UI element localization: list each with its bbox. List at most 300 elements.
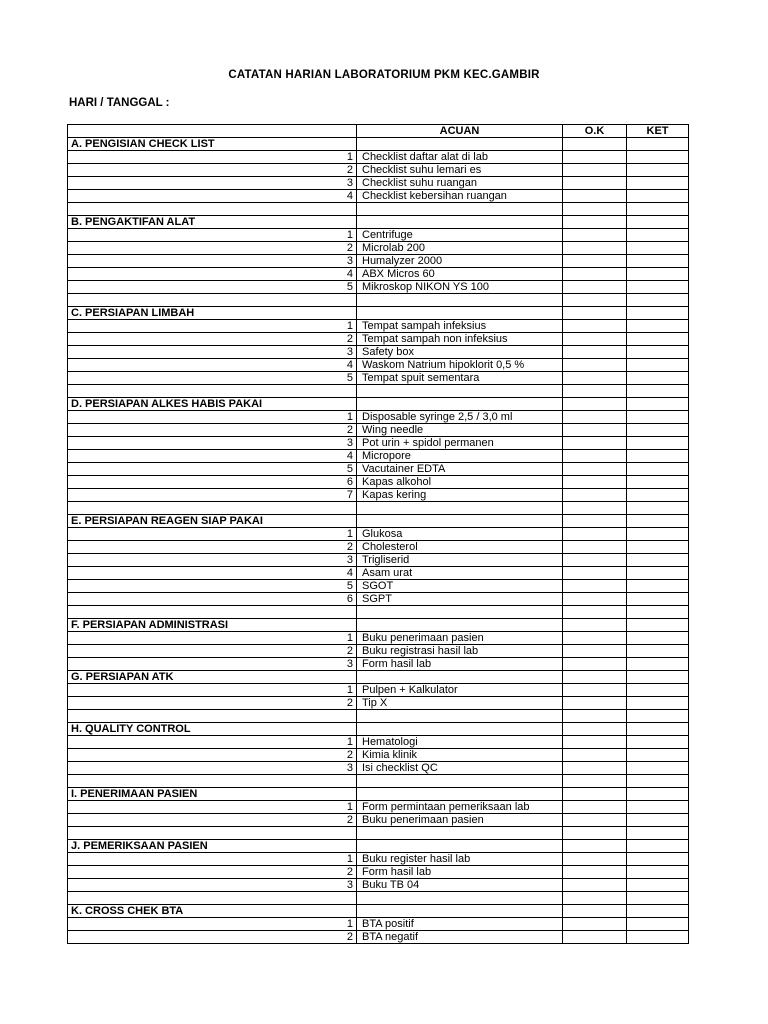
ket-cell[interactable]	[627, 892, 689, 905]
ket-cell[interactable]	[627, 554, 689, 567]
ket-cell[interactable]	[627, 151, 689, 164]
item-number: 1	[68, 736, 357, 749]
ok-cell[interactable]	[563, 333, 627, 346]
ket-cell[interactable]	[627, 788, 689, 801]
item-number: 2	[68, 814, 357, 827]
item-text: SGOT	[357, 580, 563, 593]
blank-cell	[68, 892, 357, 905]
item-row	[68, 268, 689, 281]
item-number: 3	[68, 255, 357, 268]
acuan-cell	[357, 398, 563, 411]
acuan-cell	[357, 515, 563, 528]
ket-cell[interactable]	[627, 684, 689, 697]
item-number: 2	[68, 164, 357, 177]
item-row	[68, 645, 689, 658]
item-number: 3	[68, 346, 357, 359]
item-text: Pulpen + Kalkulator	[357, 684, 563, 697]
section-row	[68, 619, 689, 632]
blank-cell	[357, 294, 563, 307]
document-title: CATATAN HARIAN LABORATORIUM PKM KEC.GAMBIR	[228, 69, 540, 81]
blank-row	[68, 827, 689, 840]
item-text: Safety box	[357, 346, 563, 359]
ok-cell[interactable]	[563, 918, 627, 931]
item-row	[68, 697, 689, 710]
item-number: 6	[68, 476, 357, 489]
item-row	[68, 762, 689, 775]
item-text: Asam urat	[357, 567, 563, 580]
ket-cell[interactable]	[627, 164, 689, 177]
ket-cell[interactable]	[627, 619, 689, 632]
item-text: Form permintaan pemeriksaan lab	[357, 801, 563, 814]
section-row	[68, 840, 689, 853]
blank-row	[68, 294, 689, 307]
item-row	[68, 450, 689, 463]
item-text: Checklist daftar alat di lab	[357, 151, 563, 164]
ket-cell[interactable]	[627, 333, 689, 346]
item-number: 1	[68, 151, 357, 164]
item-number: 5	[68, 580, 357, 593]
item-text: Buku penerimaan pasien	[357, 632, 563, 645]
item-row	[68, 658, 689, 671]
ok-cell[interactable]	[563, 905, 627, 918]
ket-cell[interactable]	[627, 385, 689, 398]
ok-cell[interactable]	[563, 281, 627, 294]
item-text: Microlab 200	[357, 242, 563, 255]
ok-cell[interactable]	[563, 372, 627, 385]
ok-cell[interactable]	[563, 411, 627, 424]
ket-cell[interactable]	[627, 463, 689, 476]
item-row	[68, 281, 689, 294]
item-row	[68, 437, 689, 450]
item-text: Mikroskop NIKON YS 100	[357, 281, 563, 294]
ok-cell[interactable]	[563, 593, 627, 606]
item-text: Isi checklist QC	[357, 762, 563, 775]
item-text: Kapas kering	[357, 489, 563, 502]
acuan-cell	[357, 307, 563, 320]
item-number: 5	[68, 372, 357, 385]
ket-cell[interactable]	[627, 424, 689, 437]
ket-cell[interactable]	[627, 775, 689, 788]
ok-cell[interactable]	[563, 359, 627, 372]
ket-cell[interactable]	[627, 671, 689, 684]
ok-cell[interactable]	[563, 931, 627, 944]
ok-cell[interactable]	[563, 567, 627, 580]
ket-cell[interactable]	[627, 541, 689, 554]
ok-cell[interactable]	[563, 736, 627, 749]
ok-cell[interactable]	[563, 775, 627, 788]
item-number: 3	[68, 658, 357, 671]
item-number: 1	[68, 229, 357, 242]
acuan-cell	[357, 788, 563, 801]
ok-cell[interactable]	[563, 554, 627, 567]
ok-cell[interactable]	[563, 658, 627, 671]
item-number: 6	[68, 593, 357, 606]
item-text: Waskom Natrium hipoklorit 0,5 %	[357, 359, 563, 372]
ok-cell[interactable]	[563, 385, 627, 398]
item-number: 2	[68, 697, 357, 710]
ok-cell[interactable]	[563, 840, 627, 853]
ket-cell[interactable]	[627, 697, 689, 710]
ok-cell[interactable]	[563, 749, 627, 762]
section-row	[68, 905, 689, 918]
item-row	[68, 749, 689, 762]
item-text: BTA positif	[357, 918, 563, 931]
ok-cell[interactable]	[563, 346, 627, 359]
item-number: 1	[68, 411, 357, 424]
ok-cell[interactable]	[563, 762, 627, 775]
blank-cell	[357, 710, 563, 723]
item-number: 2	[68, 749, 357, 762]
item-row	[68, 242, 689, 255]
item-row	[68, 931, 689, 944]
ket-cell[interactable]	[627, 411, 689, 424]
blank-cell	[357, 827, 563, 840]
item-number: 2	[68, 866, 357, 879]
ok-cell[interactable]	[563, 632, 627, 645]
ok-cell[interactable]	[563, 580, 627, 593]
blank-cell	[68, 502, 357, 515]
ket-cell[interactable]	[627, 814, 689, 827]
ket-cell[interactable]	[627, 255, 689, 268]
item-number: 7	[68, 489, 357, 502]
ket-cell[interactable]	[627, 294, 689, 307]
ket-cell[interactable]	[627, 567, 689, 580]
item-row	[68, 736, 689, 749]
ket-cell[interactable]	[627, 450, 689, 463]
ok-cell[interactable]	[563, 307, 627, 320]
blank-cell	[68, 775, 357, 788]
section-title: I. PENERIMAAN PASIEN	[68, 788, 357, 801]
ket-cell[interactable]	[627, 645, 689, 658]
blank-cell	[357, 892, 563, 905]
ket-cell[interactable]	[627, 138, 689, 151]
section-title: E. PERSIAPAN REAGEN SIAP PAKAI	[68, 515, 357, 528]
item-number: 4	[68, 359, 357, 372]
date-label: HARI / TANGGAL :	[69, 97, 170, 109]
header-blank-cell	[68, 125, 357, 138]
item-number: 1	[68, 801, 357, 814]
ket-cell[interactable]	[627, 242, 689, 255]
ok-cell[interactable]	[563, 294, 627, 307]
blank-cell	[68, 203, 357, 216]
ket-cell[interactable]	[627, 177, 689, 190]
ok-cell[interactable]	[563, 398, 627, 411]
item-row	[68, 593, 689, 606]
item-row	[68, 320, 689, 333]
blank-cell	[68, 385, 357, 398]
ok-cell[interactable]	[563, 255, 627, 268]
checklist-table	[67, 124, 689, 944]
ok-cell[interactable]	[563, 723, 627, 736]
ok-cell[interactable]	[563, 450, 627, 463]
item-row	[68, 801, 689, 814]
ok-cell[interactable]	[563, 320, 627, 333]
section-row	[68, 788, 689, 801]
ket-cell[interactable]	[627, 736, 689, 749]
blank-row	[68, 502, 689, 515]
item-number: 2	[68, 645, 357, 658]
item-number: 2	[68, 333, 357, 346]
section-title: H. QUALITY CONTROL	[68, 723, 357, 736]
item-text: Buku TB 04	[357, 879, 563, 892]
ok-cell[interactable]	[563, 853, 627, 866]
item-row	[68, 853, 689, 866]
item-text: Checklist suhu lemari es	[357, 164, 563, 177]
item-number: 2	[68, 931, 357, 944]
ok-cell[interactable]	[563, 710, 627, 723]
item-number: 3	[68, 554, 357, 567]
ok-cell[interactable]	[563, 801, 627, 814]
blank-cell	[357, 775, 563, 788]
item-number: 1	[68, 684, 357, 697]
ok-cell[interactable]	[563, 606, 627, 619]
item-row	[68, 567, 689, 580]
blank-cell	[357, 606, 563, 619]
item-number: 3	[68, 879, 357, 892]
ket-cell[interactable]	[627, 359, 689, 372]
ket-cell[interactable]	[627, 827, 689, 840]
item-row	[68, 580, 689, 593]
ok-cell[interactable]	[563, 619, 627, 632]
ok-cell[interactable]	[563, 229, 627, 242]
section-row	[68, 671, 689, 684]
ok-cell[interactable]	[563, 879, 627, 892]
item-number: 1	[68, 632, 357, 645]
item-text: Wing needle	[357, 424, 563, 437]
ket-cell[interactable]	[627, 320, 689, 333]
ket-cell[interactable]	[627, 853, 689, 866]
blank-row	[68, 203, 689, 216]
item-text: Tempat sampah infeksius	[357, 320, 563, 333]
section-title: A. PENGISIAN CHECK LIST	[68, 138, 357, 151]
ket-cell[interactable]	[627, 762, 689, 775]
item-text: Kapas alkohol	[357, 476, 563, 489]
item-row	[68, 229, 689, 242]
ok-cell[interactable]	[563, 827, 627, 840]
item-text: Buku penerimaan pasien	[357, 814, 563, 827]
header-row	[68, 125, 689, 138]
item-number: 4	[68, 567, 357, 580]
ok-cell[interactable]	[563, 151, 627, 164]
ket-cell[interactable]	[627, 658, 689, 671]
ket-cell[interactable]	[627, 580, 689, 593]
section-row	[68, 515, 689, 528]
item-number: 2	[68, 242, 357, 255]
ket-cell[interactable]	[627, 931, 689, 944]
item-text: Buku register hasil lab	[357, 853, 563, 866]
ok-cell[interactable]	[563, 463, 627, 476]
item-number: 5	[68, 281, 357, 294]
blank-row	[68, 892, 689, 905]
item-row	[68, 632, 689, 645]
ok-cell[interactable]	[563, 515, 627, 528]
ket-cell[interactable]	[627, 489, 689, 502]
section-title: C. PERSIAPAN LIMBAH	[68, 307, 357, 320]
item-row	[68, 476, 689, 489]
item-text: Form hasil lab	[357, 658, 563, 671]
item-text: Centrifuge	[357, 229, 563, 242]
item-number: 4	[68, 268, 357, 281]
ok-cell[interactable]	[563, 502, 627, 515]
ket-cell[interactable]	[627, 723, 689, 736]
item-text: Buku registrasi hasil lab	[357, 645, 563, 658]
blank-row	[68, 775, 689, 788]
ok-cell[interactable]	[563, 671, 627, 684]
item-text: Glukosa	[357, 528, 563, 541]
ket-cell[interactable]	[627, 398, 689, 411]
acuan-cell	[357, 723, 563, 736]
section-title: F. PERSIAPAN ADMINISTRASI	[68, 619, 357, 632]
item-text: Disposable syringe 2,5 / 3,0 ml	[357, 411, 563, 424]
section-row	[68, 307, 689, 320]
item-number: 1	[68, 918, 357, 931]
item-text: BTA negatif	[357, 931, 563, 944]
item-number: 4	[68, 190, 357, 203]
ok-cell[interactable]	[563, 190, 627, 203]
item-row	[68, 411, 689, 424]
item-row	[68, 918, 689, 931]
ket-cell[interactable]	[627, 606, 689, 619]
ok-cell[interactable]	[563, 866, 627, 879]
item-row	[68, 879, 689, 892]
ket-cell[interactable]	[627, 905, 689, 918]
item-text: Micropore	[357, 450, 563, 463]
ket-cell[interactable]	[627, 918, 689, 931]
item-row	[68, 554, 689, 567]
acuan-cell	[357, 216, 563, 229]
item-row	[68, 372, 689, 385]
item-row	[68, 177, 689, 190]
section-title: B. PENGAKTIFAN ALAT	[68, 216, 357, 229]
ket-cell[interactable]	[627, 502, 689, 515]
ok-cell[interactable]	[563, 788, 627, 801]
item-text: Pot urin + spidol permanen	[357, 437, 563, 450]
ket-cell[interactable]	[627, 593, 689, 606]
item-text: SGPT	[357, 593, 563, 606]
header-ket: KET	[627, 125, 689, 138]
blank-row	[68, 710, 689, 723]
ket-cell[interactable]	[627, 372, 689, 385]
ket-cell[interactable]	[627, 229, 689, 242]
item-text: Hematologi	[357, 736, 563, 749]
blank-cell	[68, 294, 357, 307]
ok-cell[interactable]	[563, 489, 627, 502]
ok-cell[interactable]	[563, 684, 627, 697]
ket-cell[interactable]	[627, 879, 689, 892]
item-row	[68, 151, 689, 164]
ket-cell[interactable]	[627, 307, 689, 320]
ket-cell[interactable]	[627, 268, 689, 281]
ket-cell[interactable]	[627, 346, 689, 359]
ok-cell[interactable]	[563, 242, 627, 255]
section-title: D. PERSIAPAN ALKES HABIS PAKAI	[68, 398, 357, 411]
item-number: 2	[68, 424, 357, 437]
ket-cell[interactable]	[627, 710, 689, 723]
item-text: Checklist kebersihan ruangan	[357, 190, 563, 203]
ket-cell[interactable]	[627, 632, 689, 645]
ok-cell[interactable]	[563, 268, 627, 281]
ok-cell[interactable]	[563, 138, 627, 151]
item-row	[68, 463, 689, 476]
ok-cell[interactable]	[563, 476, 627, 489]
item-row	[68, 528, 689, 541]
section-title: K. CROSS CHEK BTA	[68, 905, 357, 918]
ket-cell[interactable]	[627, 866, 689, 879]
acuan-cell	[357, 671, 563, 684]
ok-cell[interactable]	[563, 892, 627, 905]
item-text: Humalyzer 2000	[357, 255, 563, 268]
item-number: 3	[68, 177, 357, 190]
ok-cell[interactable]	[563, 697, 627, 710]
section-row	[68, 398, 689, 411]
item-row	[68, 684, 689, 697]
ket-cell[interactable]	[627, 203, 689, 216]
ok-cell[interactable]	[563, 216, 627, 229]
ok-cell[interactable]	[563, 437, 627, 450]
ok-cell[interactable]	[563, 645, 627, 658]
ok-cell[interactable]	[563, 541, 627, 554]
item-number: 1	[68, 320, 357, 333]
blank-row	[68, 385, 689, 398]
item-text: Vacutainer EDTA	[357, 463, 563, 476]
blank-row	[68, 606, 689, 619]
blank-cell	[68, 710, 357, 723]
item-text: Trigliserid	[357, 554, 563, 567]
checklist-body	[68, 125, 689, 944]
ket-cell[interactable]	[627, 528, 689, 541]
item-number: 1	[68, 528, 357, 541]
item-number: 3	[68, 437, 357, 450]
item-number: 2	[68, 541, 357, 554]
item-row	[68, 489, 689, 502]
ket-cell[interactable]	[627, 801, 689, 814]
ok-cell[interactable]	[563, 814, 627, 827]
ok-cell[interactable]	[563, 203, 627, 216]
item-row	[68, 164, 689, 177]
ok-cell[interactable]	[563, 177, 627, 190]
item-text: Cholesterol	[357, 541, 563, 554]
blank-cell	[68, 606, 357, 619]
item-row	[68, 541, 689, 554]
ket-cell[interactable]	[627, 476, 689, 489]
item-text: Tip X	[357, 697, 563, 710]
ket-cell[interactable]	[627, 281, 689, 294]
acuan-cell	[357, 840, 563, 853]
ket-cell[interactable]	[627, 190, 689, 203]
ket-cell[interactable]	[627, 515, 689, 528]
header-ok: O.K	[563, 125, 627, 138]
section-row	[68, 216, 689, 229]
item-row	[68, 866, 689, 879]
ok-cell[interactable]	[563, 424, 627, 437]
blank-cell	[357, 203, 563, 216]
ket-cell[interactable]	[627, 437, 689, 450]
ket-cell[interactable]	[627, 749, 689, 762]
ok-cell[interactable]	[563, 164, 627, 177]
item-text: Tempat spuit sementara	[357, 372, 563, 385]
item-number: 3	[68, 762, 357, 775]
section-title: J. PEMERIKSAAN PASIEN	[68, 840, 357, 853]
item-row	[68, 346, 689, 359]
ok-cell[interactable]	[563, 528, 627, 541]
section-title: G. PERSIAPAN ATK	[68, 671, 357, 684]
item-number: 5	[68, 463, 357, 476]
section-row	[68, 723, 689, 736]
item-text: ABX Micros 60	[357, 268, 563, 281]
ket-cell[interactable]	[627, 216, 689, 229]
item-row	[68, 333, 689, 346]
ket-cell[interactable]	[627, 840, 689, 853]
